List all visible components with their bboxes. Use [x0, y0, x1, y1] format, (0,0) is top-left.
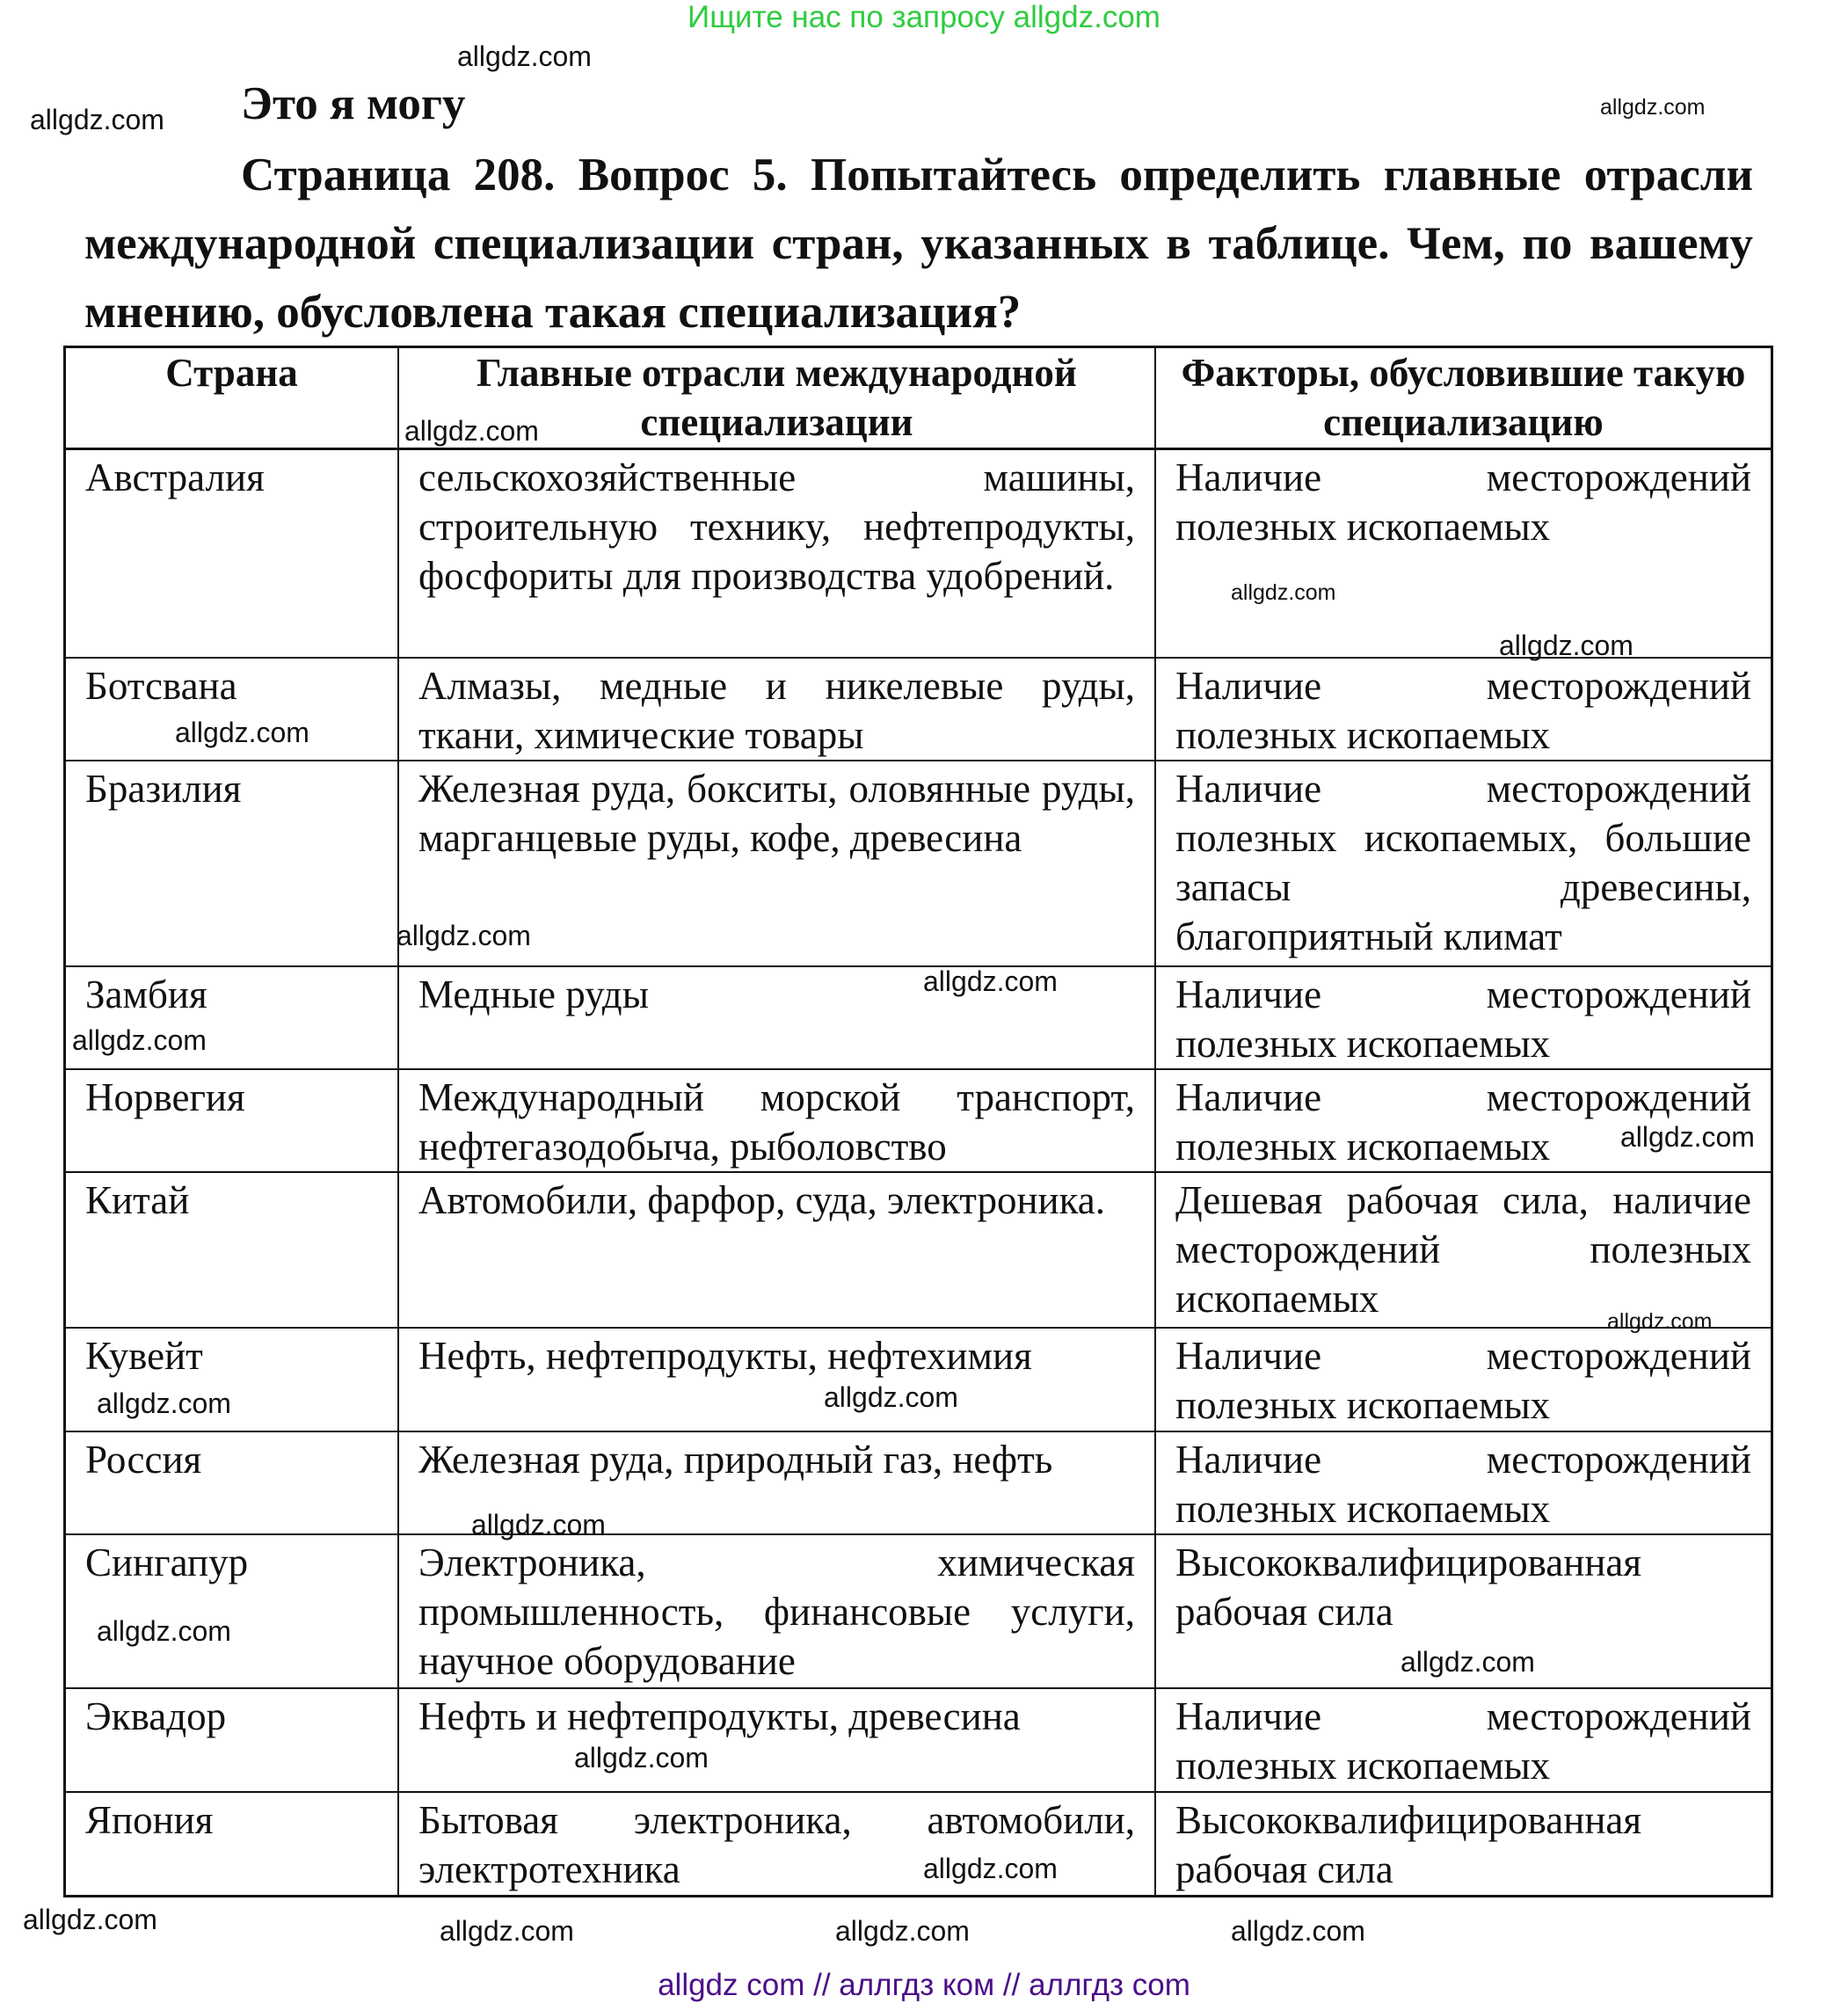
- table-row: [66, 1431, 1771, 1533]
- country-cell: Бразилия: [66, 761, 399, 965]
- watermark: allgdz.com: [1607, 1309, 1713, 1334]
- header-country: Страна: [66, 348, 399, 448]
- watermark: allgdz.com: [1600, 95, 1706, 120]
- country-cell: Замбия: [66, 967, 399, 1068]
- factors-cell: Наличие месторождений полезных ископаемых: [1175, 1694, 1751, 1788]
- table-header-row: [66, 348, 1771, 450]
- table-row: [66, 450, 1771, 657]
- country-cell: Норвегия: [66, 1070, 399, 1171]
- watermark: allgdz.com: [72, 1024, 207, 1056]
- branches-cell: Железная руда, бокситы, оловянные руды, марганцевые руды, кофе, древесина: [399, 761, 1156, 965]
- watermark: allgdz.com: [824, 1381, 958, 1413]
- watermark: allgdz.com: [440, 1915, 574, 1947]
- factors-cell: Наличие месторождений полезных ископаемых: [1175, 1438, 1751, 1531]
- watermark: allgdz.com: [97, 1388, 231, 1419]
- watermark: allgdz.com: [97, 1615, 231, 1647]
- table-row: [66, 760, 1771, 965]
- factors-cell: Дешевая рабочая сила, наличие месторождений полезных ископаемых: [1175, 1178, 1751, 1321]
- watermark: allgdz.com: [1499, 630, 1633, 661]
- table-row: [66, 1068, 1771, 1171]
- watermark: allgdz.com: [923, 1853, 1058, 1884]
- watermark: allgdz.com: [1231, 1915, 1365, 1947]
- factors-cell: Высококвалифицированная рабочая сила: [1175, 1540, 1642, 1634]
- branches-cell: Медные руды: [399, 967, 1156, 1068]
- section-heading: Это я могу: [241, 78, 466, 129]
- factors-cell: Наличие месторождений полезных ископаемых: [1175, 972, 1751, 1066]
- branches-cell: Нефть и нефтепродукты, древесина: [399, 1689, 1156, 1791]
- factors-cell: Наличие месторождений полезных ископаемых: [1175, 664, 1751, 757]
- country-cell: Китай: [66, 1173, 399, 1327]
- table-row: [66, 1327, 1771, 1431]
- watermark: allgdz.com: [1620, 1121, 1755, 1153]
- branches-cell: Алмазы, медные и никелевые руды, ткани, химические товары: [399, 659, 1156, 760]
- branches-cell: Международный морской транспорт, нефтегазодобыча, рыболовство: [399, 1070, 1156, 1171]
- watermark: allgdz.com: [471, 1509, 606, 1540]
- watermark: allgdz.com: [175, 717, 309, 748]
- table-row: [66, 1791, 1771, 1895]
- branches-cell: Нефть, нефтепродукты, нефтехимия: [399, 1329, 1156, 1431]
- factors-cell: Высококвалифицированная рабочая сила: [1175, 1798, 1642, 1891]
- branches-cell: Бытовая электроника, автомобили, электротехника: [399, 1793, 1156, 1895]
- country-cell: Эквадор: [66, 1689, 399, 1791]
- branches-cell: Электроника, химическая промышленность, финансовые услуги, научное оборудование: [399, 1535, 1156, 1687]
- branches-cell: Автомобили, фарфор, суда, электроника.: [399, 1173, 1156, 1327]
- table-row: [66, 1687, 1771, 1791]
- watermark: allgdz.com: [23, 1904, 157, 1935]
- country-cell: Ботсвана: [66, 659, 399, 760]
- top-banner: Ищите нас по запросу allgdz.com: [688, 0, 1160, 34]
- watermark: allgdz.com: [457, 40, 592, 72]
- header-factors: Факторы, обусловившие такую специализацию: [1181, 351, 1746, 444]
- watermark: allgdz.com: [574, 1742, 709, 1774]
- watermark: allgdz.com: [923, 965, 1058, 997]
- watermark: allgdz.com: [397, 920, 531, 951]
- bottom-banner: allgdz com // аллгдз ком // аллгдз com: [658, 1968, 1190, 2002]
- factors-cell: Наличие месторождений полезных ископаемых: [1175, 455, 1751, 549]
- factors-cell: Наличие месторождений полезных ископаемых, большие запасы древесины, благоприятный климат: [1175, 767, 1751, 958]
- branches-cell: сельскохозяйственные машины, строительную технику, нефтепродукты, фосфориты для производства удобрений.: [399, 450, 1156, 657]
- table-row: [66, 657, 1771, 760]
- country-cell: Россия: [66, 1432, 399, 1533]
- watermark: allgdz.com: [404, 415, 539, 447]
- country-cell: Кувейт: [66, 1329, 399, 1431]
- factors-cell: Наличие месторождений полезных ископаемых: [1175, 1334, 1751, 1427]
- table-row: [66, 965, 1771, 1068]
- watermark: allgdz.com: [1231, 580, 1336, 605]
- country-cell: Сингапур: [66, 1535, 399, 1687]
- country-cell: Япония: [66, 1793, 399, 1895]
- watermark: allgdz.com: [30, 104, 164, 135]
- question-text: Страница 208. Вопрос 5. Попытайтесь определить главные отрасли международной специализации стран, указанных в таблице. Чем, по вашему мнению, обусловлена такая специализация?: [84, 149, 1753, 338]
- header-branches: Главные отрасли международной специализации: [399, 348, 1156, 448]
- watermark: allgdz.com: [835, 1915, 970, 1947]
- watermark: allgdz.com: [1401, 1646, 1535, 1678]
- branches-cell: Железная руда, природный газ, нефть: [399, 1432, 1156, 1533]
- factors-cell: Наличие месторождений полезных ископаемых: [1175, 1075, 1751, 1169]
- table-row: [66, 1171, 1771, 1327]
- country-cell: Австралия: [66, 450, 399, 657]
